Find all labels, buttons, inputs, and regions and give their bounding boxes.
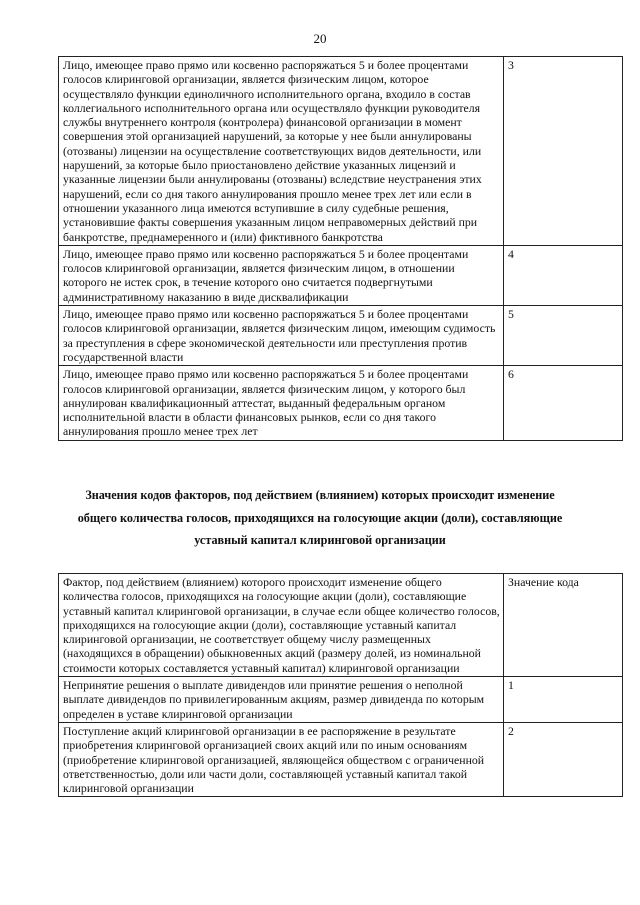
row-description: Лицо, имеющее право прямо или косвенно распоряжаться 5 и более процентами голосов клиринговой организации, является физическим лицом, у которого был аннулирован квалификационный аттестат, выданный федеральным органом исполнительной власти в области финансовых рынков, если со дня такого аннулирования прошло менее трех лет: [59, 366, 504, 440]
code-column-header: Значение кода: [504, 574, 623, 677]
row-description: Поступление акций клиринговой организации в ее распоряжение в результате приобретения клиринговой организацией своих акций или по иным основаниям (приобретение клиринговой организацией, являющейся обществом с ограниченной ответственностью, доли или части доли, составляющей уставный капитал такой клиринговой организации: [59, 722, 504, 796]
row-code: 4: [504, 245, 623, 305]
row-description: Непринятие решения о выплате дивидендов или принятие решения о неполной выплате дивидендов по привилегированным акциям, размер дивиденда по которым определен в уставе клиринговой организации: [59, 677, 504, 723]
table-row: [59, 366, 623, 440]
table-row: [59, 677, 623, 723]
section-heading-line: общего количества голосов, приходящихся на голосующие акции (доли), составляющие: [77, 510, 563, 525]
table-row: [59, 245, 623, 305]
section-heading-line: Значения кодов факторов, под действием (влиянием) которых происходит изменение: [85, 488, 555, 502]
disqualification-codes-table: [58, 56, 623, 441]
row-code: 6: [504, 366, 623, 440]
row-code: 2: [504, 722, 623, 796]
table-row: [59, 722, 623, 796]
table-row: [59, 306, 623, 366]
section-heading-line: уставный капитал клиринговой организации: [194, 533, 446, 547]
vote-change-factor-codes-table: [58, 573, 623, 797]
row-code: 3: [504, 57, 623, 246]
row-code: 1: [504, 677, 623, 723]
row-description: Лицо, имеющее право прямо или косвенно распоряжаться 5 и более процентами голосов клиринговой организации, является физическим лицом, имеющим судимость за преступления в сфере экономической деятельности или преступления против государственной власти: [59, 306, 504, 366]
row-description: Лицо, имеющее право прямо или косвенно распоряжаться 5 и более процентами голосов клиринговой организации, является физическим лицом, которое осуществляло функции единоличного исполнительного органа, входило в состав коллегиального исполнительного органа или осуществляло функции руководителя службы внутреннего контроля (контролера) финансовой организации в момент совершения этой организацией нарушений, за которые у нее были аннулированы (отозваны) лицензии на осуществление соответствующих видов деятельности, или нарушений, за которые было приостановлено действие указанных лицензий и указанные лицензии были аннулированы (отозваны) вследствие неустранения этих нарушений, если со дня такого аннулирования прошло менее трех лет или если в отношении указанного лица имеются вступившие в силу судебные решения, установившие факты совершения указанным лицом неправомерных действий при банкротстве, преднамеренного и (или) фиктивного банкротства: [59, 57, 504, 246]
table-header-row: [59, 574, 623, 677]
section-heading: [40, 484, 600, 552]
factor-column-header: Фактор, под действием (влиянием) которого происходит изменение общего количества голосов, приходящихся на голосующие акции (доли), составляющие уставный капитал клиринговой организации, в случае если общее количество голосов, приходящихся на голосующие акции (доли), составляющие уставный капитал клиринговой организации, не соответствует общему числу размещенных (находящихся в обращении) обыкновенных акций (размеру долей, из номинальной стоимости которых составляется уставный капитал) клиринговой организации: [59, 574, 504, 677]
row-description: Лицо, имеющее право прямо или косвенно распоряжаться 5 и более процентами голосов клиринговой организации, является физическим лицом, в отношении которого не истек срок, в течение которого оно считается подвергнутыми административному наказанию в виде дисквалификации: [59, 245, 504, 305]
page-number: 20: [313, 31, 327, 46]
row-code: 5: [504, 306, 623, 366]
table-row: [59, 57, 623, 246]
